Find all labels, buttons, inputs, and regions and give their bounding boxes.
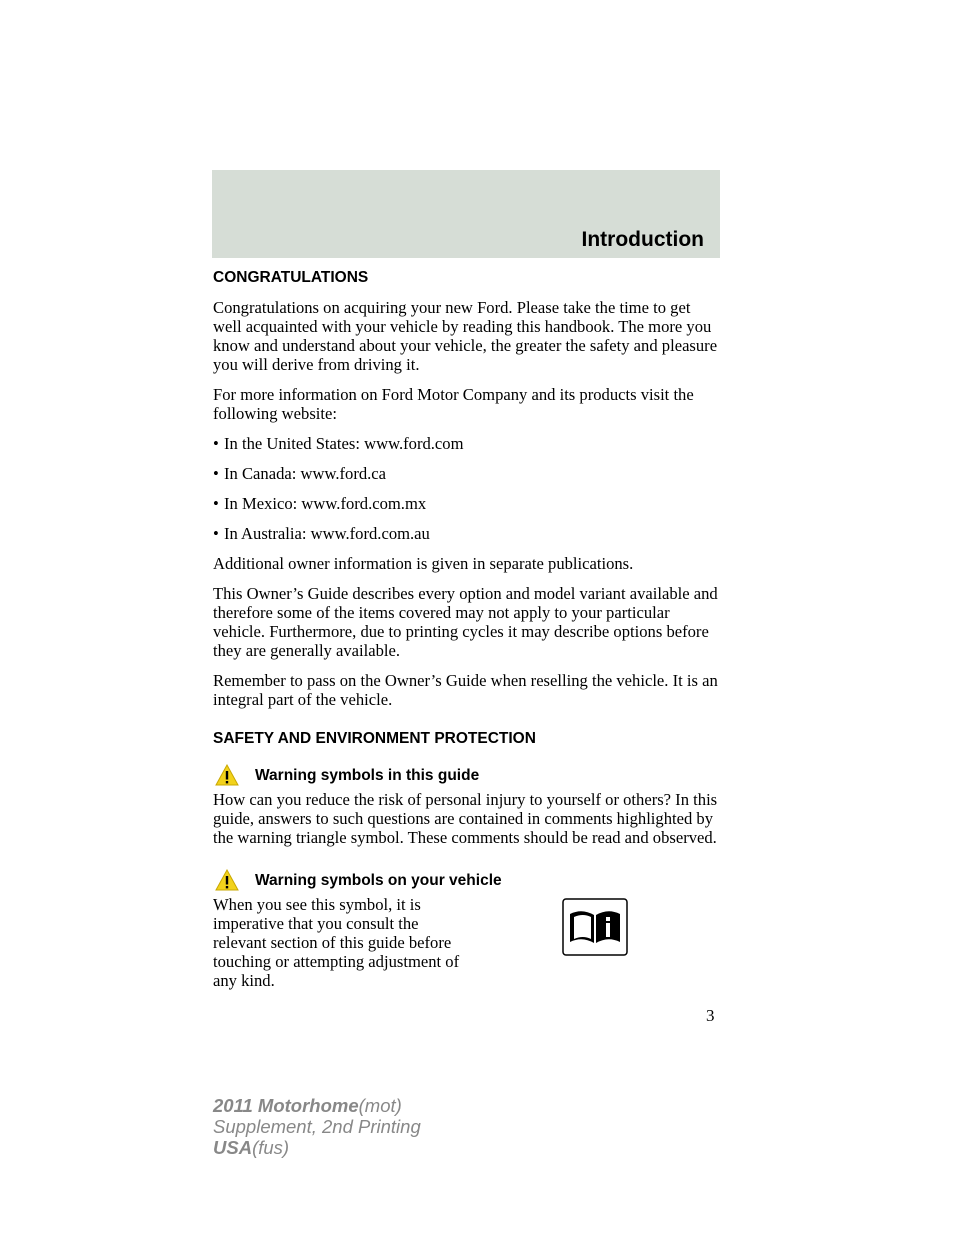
- website-canada: In Canada: www.ford.ca: [224, 464, 387, 483]
- website-us: In the United States: www.ford.com: [224, 434, 464, 453]
- website-australia: In Australia: www.ford.com.au: [224, 524, 430, 543]
- additional-info-paragraph: Additional owner information is given in separate publications.: [213, 554, 634, 573]
- guide-scope-paragraph: This Owner’s Guide describes every option and model variant available and therefore some of the items covered may not apply to your particular vehicle. Furthermore, due to printing cycles it may describe options before they are generally available.: [213, 584, 718, 660]
- bullet-icon: •: [213, 434, 219, 453]
- owners-manual-icon: [562, 898, 628, 956]
- warning-vehicle-row: [213, 869, 723, 891]
- list-item: [213, 434, 723, 453]
- page-number: 3: [706, 1006, 715, 1025]
- list-item: [213, 464, 723, 483]
- footer-market-code: (fus): [252, 1137, 290, 1158]
- footer-printing: Supplement, 2nd Printing: [213, 1116, 421, 1137]
- list-item: [213, 494, 723, 513]
- bullet-icon: •: [213, 524, 219, 543]
- congratulations-heading: CONGRATULATIONS: [213, 269, 369, 286]
- warning-triangle-icon: [215, 869, 239, 891]
- warning-vehicle-paragraph: When you see this symbol, it is imperative that you consult the relevant section of this guide before touching or attempting adjustment of any kind.: [213, 895, 460, 990]
- footer-market: USA: [213, 1137, 253, 1158]
- vehicle-symbol-block: [213, 895, 723, 990]
- bullet-icon: •: [213, 494, 219, 513]
- footer-model-code: (mot): [358, 1095, 402, 1116]
- bullet-icon: •: [213, 464, 219, 483]
- intro-paragraph: Congratulations on acquiring your new Ford. Please take the time to get well acquainted with your vehicle by reading this handbook. The more you know and understand about your vehicle, the greater the safety and pleasure you will derive from driving it.: [213, 298, 718, 374]
- resale-paragraph: Remember to pass on the Owner’s Guide when reselling the vehicle. It is an integral part of the vehicle.: [213, 671, 718, 709]
- list-item: [213, 524, 723, 543]
- warning-vehicle-title: Warning symbols on your vehicle: [255, 871, 502, 889]
- footer-model: 2011 Motorhome: [213, 1095, 359, 1116]
- warning-guide-paragraph: How can you reduce the risk of personal injury to yourself or others? In this guide, answers to such questions are contained in comments highlighted by the warning triangle symbol. These comments should be read and observed.: [213, 790, 718, 847]
- warning-guide-row: [213, 764, 723, 786]
- section-header-band: [212, 170, 720, 258]
- page-content: [213, 268, 723, 1001]
- section-title: Introduction: [581, 228, 704, 251]
- website-intro-paragraph: For more information on Ford Motor Company and its products visit the following website:: [213, 385, 694, 423]
- warning-guide-title: Warning symbols in this guide: [255, 766, 480, 784]
- footer-printing-info: [213, 1095, 421, 1158]
- warning-triangle-icon: [215, 764, 239, 786]
- safety-heading: SAFETY AND ENVIRONMENT PROTECTION: [213, 730, 536, 747]
- website-mexico: In Mexico: www.ford.com.mx: [224, 494, 427, 513]
